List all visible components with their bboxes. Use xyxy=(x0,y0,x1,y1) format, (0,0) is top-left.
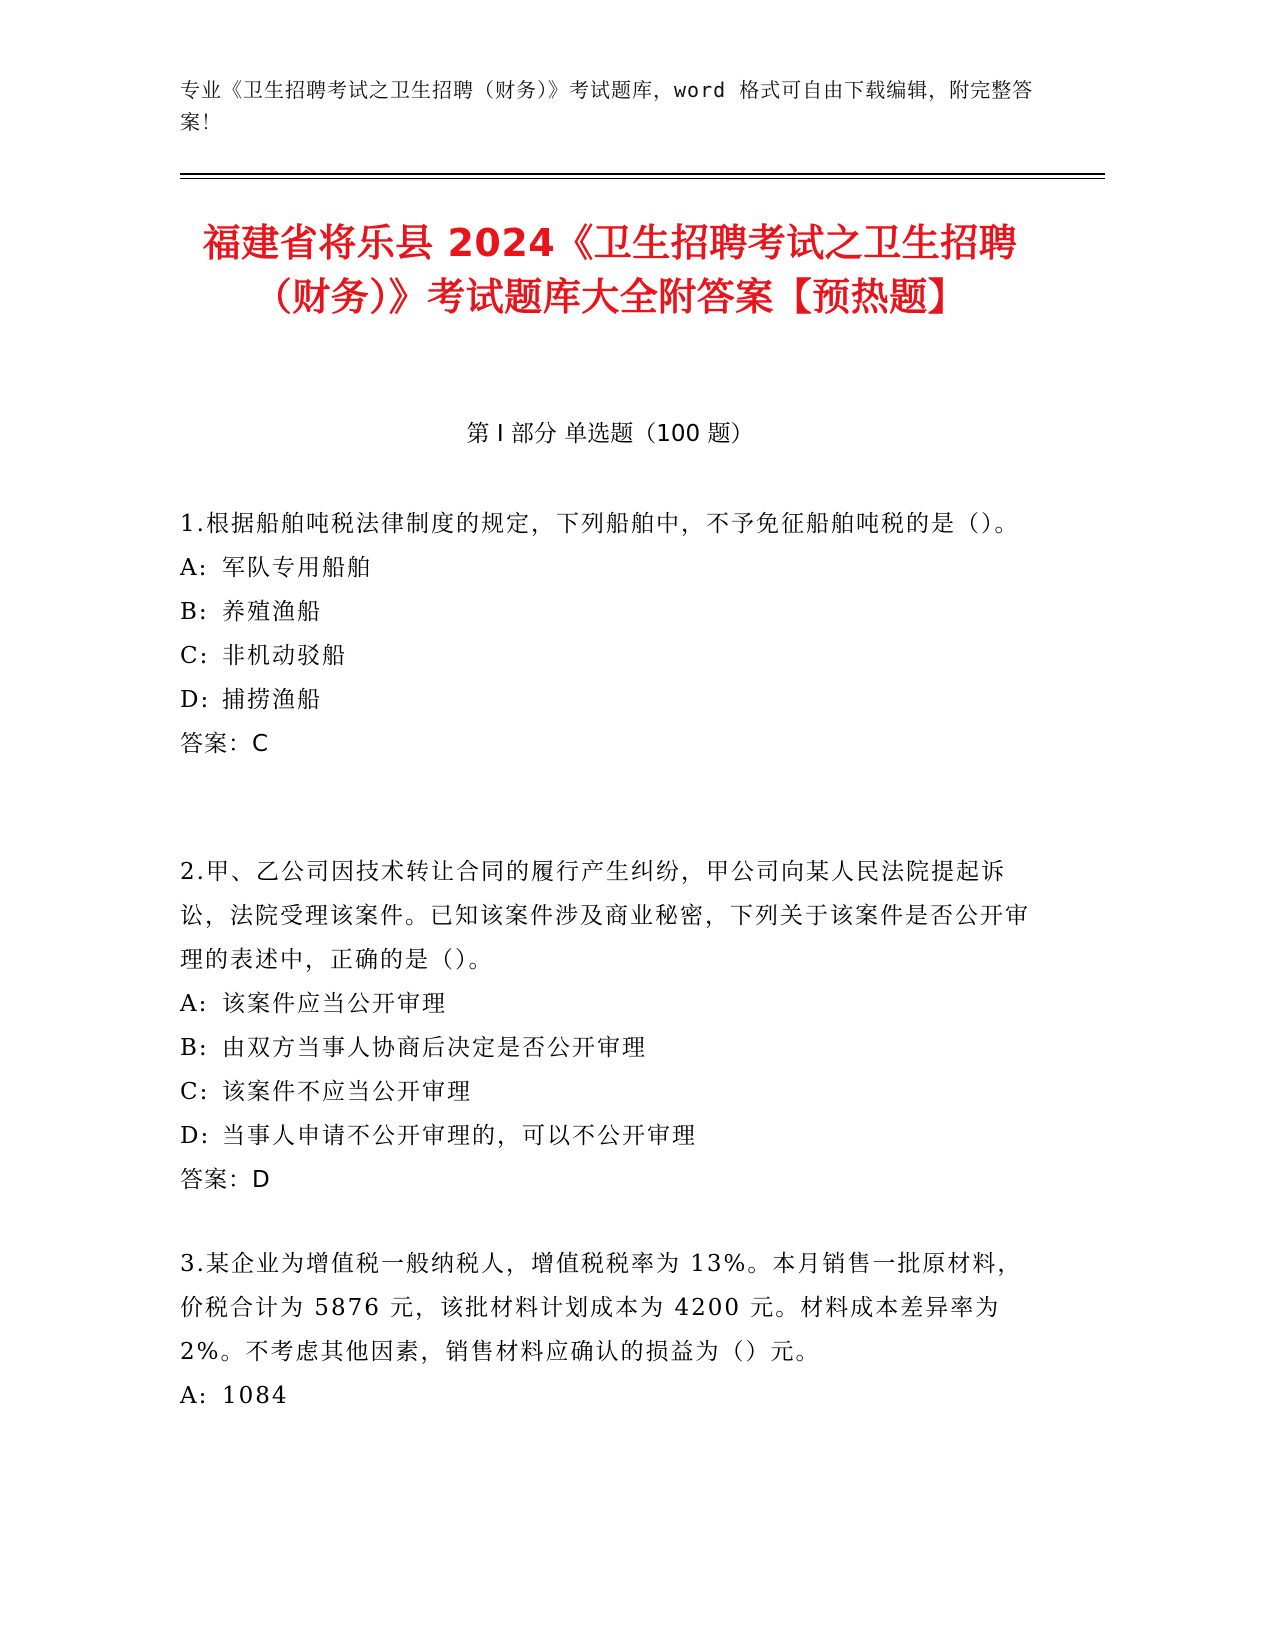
option-c xyxy=(180,634,1040,678)
question-stem: 1.根据船舶吨税法律制度的规定，下列船舶中，不予免征船舶吨税的是（）。 xyxy=(180,511,1020,537)
question-stem: 2.甲、乙公司因技术转让合同的履行产生纠纷，甲公司向某人民法院提起诉讼，法院受理该案件。已知该案件涉及商业秘密，下列关于该案件是否公开审理的表述中，正确的是（）。 xyxy=(180,859,1030,973)
option-a xyxy=(180,1374,1040,1418)
option-key: C: xyxy=(180,1079,210,1105)
option-text: 当事人申请不公开审理的，可以不公开审理 xyxy=(222,1123,697,1149)
option-b xyxy=(180,1026,1040,1070)
option-c xyxy=(180,1070,1040,1114)
question-1 xyxy=(180,502,1040,766)
option-text: 非机动驳船 xyxy=(222,643,347,669)
option-key: B: xyxy=(180,1035,209,1061)
question-3 xyxy=(180,1242,1040,1418)
option-text: 1084 xyxy=(222,1383,289,1409)
option-text: 由双方当事人协商后决定是否公开审理 xyxy=(222,1035,647,1061)
option-b xyxy=(180,590,1040,634)
option-text: 养殖渔船 xyxy=(222,599,322,625)
option-text: 捕捞渔船 xyxy=(222,687,322,713)
option-key: C: xyxy=(180,643,210,669)
question-2 xyxy=(180,850,1040,1202)
option-key: A: xyxy=(180,555,209,581)
option-key: A: xyxy=(180,1383,209,1409)
document-title: 福建省将乐县 2024《卫生招聘考试之卫生招聘（财务）》考试题库大全附答案【预热题】 xyxy=(202,221,1018,319)
header-note: 专业《卫生招聘考试之卫生招聘（财务）》考试题库，word 格式可自由下载编辑，附完整答案！ xyxy=(180,78,1034,134)
option-key: A: xyxy=(180,991,209,1017)
answer-line: 答案：C xyxy=(180,731,270,757)
option-d xyxy=(180,678,1040,722)
header-rule-thick xyxy=(180,173,1105,175)
section-title: 第 I 部分 单选题（100 题） xyxy=(466,421,754,447)
option-a xyxy=(180,982,1040,1026)
option-key: B: xyxy=(180,599,209,625)
option-key: D: xyxy=(180,1123,211,1149)
question-stem: 3.某企业为增值税一般纳税人，增值税税率为 13%。本月销售一批原材料，价税合计为 5876 元，该批材料计划成本为 4200 元。材料成本差异率为 2%。不考虑其他因素，销售材料应确认的损益为（）元。 xyxy=(180,1251,1023,1365)
option-d xyxy=(180,1114,1040,1158)
option-a xyxy=(180,546,1040,590)
option-text: 该案件应当公开审理 xyxy=(222,991,447,1017)
option-text: 该案件不应当公开审理 xyxy=(222,1079,472,1105)
header-rule-thin xyxy=(180,178,1105,179)
answer-line: 答案：D xyxy=(180,1167,271,1193)
option-text: 军队专用船舶 xyxy=(222,555,372,581)
option-key: D: xyxy=(180,687,211,713)
